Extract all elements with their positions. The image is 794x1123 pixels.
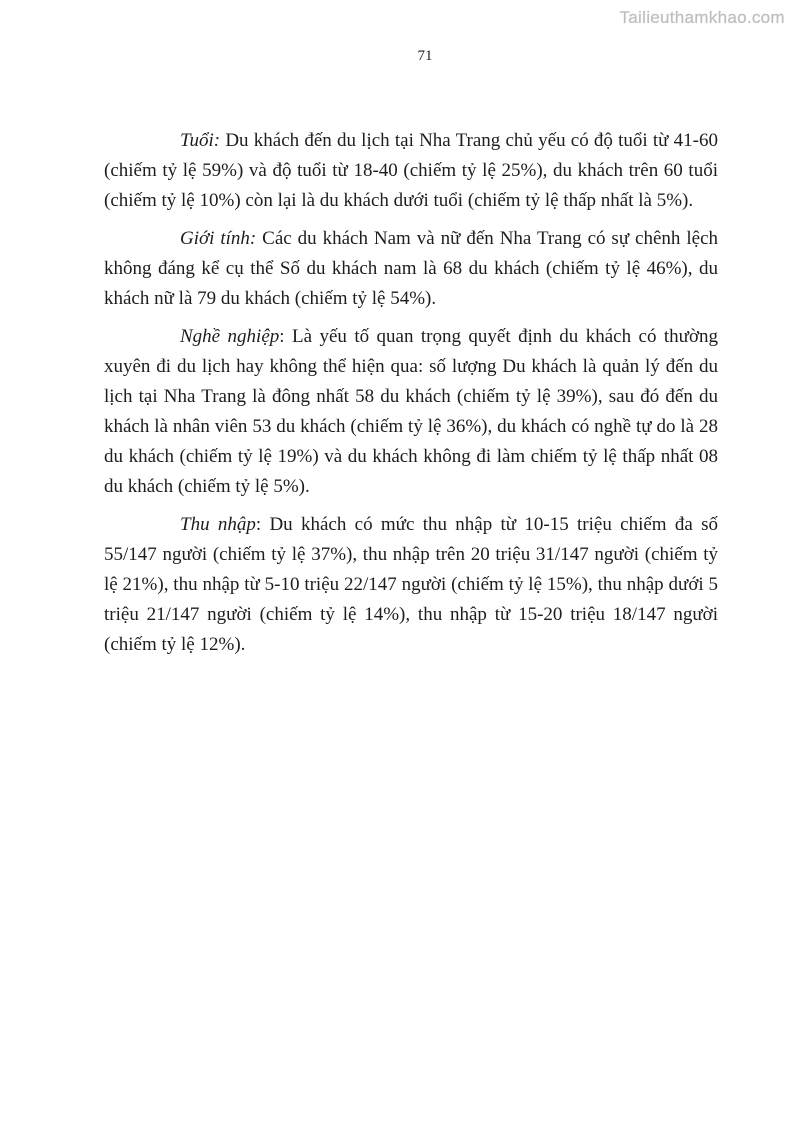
page-number: 71 (417, 48, 433, 64)
paragraph-gioi-tinh (104, 224, 718, 314)
paragraph-thu-nhap (104, 510, 718, 660)
paragraph-text-tuoi: Du khách đến du lịch tại Nha Trang chủ yếu có độ tuổi từ 41-60 (chiếm tỷ lệ 59%) và độ tuổi từ 18-40 (chiếm tỷ lệ 25%), du khách trên 60 tuổi (chiếm tỷ lệ 10%) còn lại là du khách dưới tuổi (chiếm tỷ lệ thấp nhất là 5%). (104, 130, 718, 211)
paragraph-lead-gioi-tinh: Giới tính: (180, 228, 257, 249)
paragraph-lead-tuoi: Tuổi: (180, 130, 221, 151)
page-header (0, 47, 794, 66)
paragraph-tuoi (104, 126, 718, 216)
paragraph-lead-thu-nhap: Thu nhập (180, 514, 256, 535)
paragraph-text-thu-nhap: : Du khách có mức thu nhập từ 10-15 triệu chiếm đa số 55/147 người (chiếm tỷ lệ 37%), thu nhập trên 20 triệu 31/147 người (chiếm tỷ lệ 21%), thu nhập từ 5-10 triệu 22/147 người (chiếm tỷ lệ 15%), thu nhập dưới 5 triệu 21/147 người (chiếm tỷ lệ 14%), thu nhập từ 15-20 triệu 18/147 người (chiếm tỷ lệ 12%). (104, 514, 718, 655)
paragraph-text-gioi-tinh: Các du khách Nam và nữ đến Nha Trang có sự chênh lệch không đáng kể cụ thể Số du khách nam là 68 du khách (chiếm tỷ lệ 46%), du khách nữ là 79 du khách (chiếm tỷ lệ 54%). (104, 228, 718, 309)
document-body (104, 126, 718, 660)
paragraph-text-nghe-nghiep: : Là yếu tố quan trọng quyết định du khách có thường xuyên đi du lịch hay không thể hiện qua: số lượng Du khách là quản lý đến du lịch tại Nha Trang là đông nhất 58 du khách (chiếm tỷ lệ 39%), sau đó đến du khách là nhân viên 53 du khách (chiếm tỷ lệ 36%), du khách có nghề tự do là 28 du khách (chiếm tỷ lệ 19%) và du khách không đi làm chiếm tỷ lệ thấp nhất 08 du khách (chiếm tỷ lệ 5%). (104, 326, 719, 497)
paragraph-nghe-nghiep (104, 322, 718, 502)
paragraph-lead-nghe-nghiep: Nghề nghiệp (180, 326, 280, 347)
watermark-site-label: Tailieuthamkhao.com (619, 8, 785, 27)
